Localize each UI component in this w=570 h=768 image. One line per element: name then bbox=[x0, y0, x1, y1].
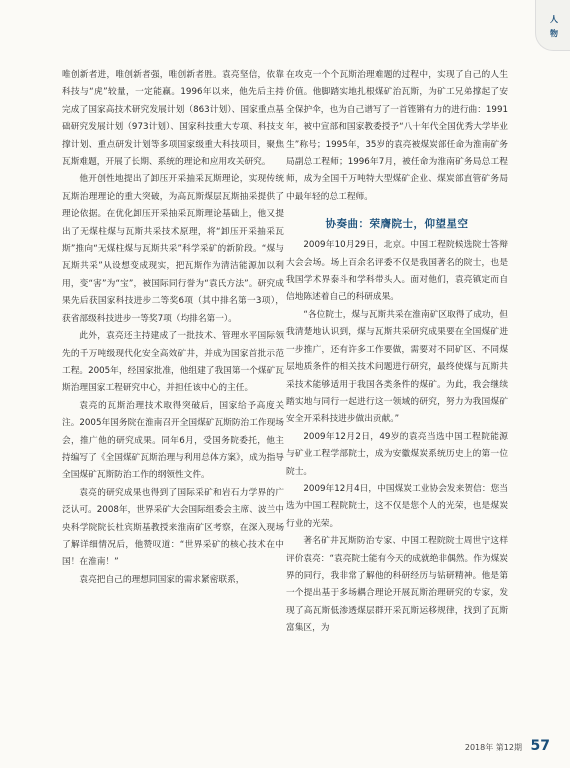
paragraph: “各位院士，煤与瓦斯共采在淮南矿区取得了成功，但我清楚地认识到，煤与瓦斯共采研究成果要在全国煤矿进一步推广，还有许多工作要做，需要对不同矿区、不同煤层地质条件的相关技术问题进行研究，最终使煤与瓦斯共采技术能够适用于我国各类条件的煤矿。为此，我会继续踏实地与同行一起进行这一领域的研究，努力为我国煤矿安全开采科技进步做出贡献。” bbox=[286, 309, 508, 425]
paragraph: 袁亮把自己的理想同国家的需求紧密联系， bbox=[79, 574, 245, 585]
section-corner-tab bbox=[535, 0, 570, 51]
section-heading: 协奏曲：荣膺院士，仰望星空 bbox=[325, 218, 469, 231]
paragraph: 2009年10月29日，北京。中国工程院候选院士答辩大会会场。场上百余名评委不仅是我国著名的院士，也是我国学术界泰斗和学科带头人。面对他们，袁亮镇定而自信地陈述着自己的科研成果。 bbox=[286, 240, 508, 303]
paragraph: 袁亮的瓦斯治理技术取得突破后，国家给予高度关注。2005年国务院在淮南召开全国煤矿瓦斯防治工作现场会，推广他的研究成果。同年6月，受国务院委托，他主持编写了《全国煤矿瓦斯治理与利用总体方案》，成为指导全国煤矿瓦斯防治工作的纲领性文件。 bbox=[62, 400, 284, 481]
left-column bbox=[62, 67, 284, 589]
paragraph: 此外，袁亮还主持建成了一批技术、管理水平国际领先的千万吨级现代化安全高效矿井，并成为国家首批示范工程。2005年，经国家批准，他组建了我国第一个煤矿瓦斯治理国家工程研究中心，并担任该中心的主任。 bbox=[62, 331, 284, 394]
paragraph: 袁亮的研究成果也得到了国际采矿和岩石力学界的广泛认可。2008年，世界采矿大会国际组委会主席、波兰中央科学院院长杜宾斯基教授来淮南矿区考察，在深入现场了解详细情况后，他赞叹道：“世界采矿的核心技术在中国！在淮南！” bbox=[62, 487, 284, 568]
corner-char-1: 人 bbox=[550, 15, 558, 24]
right-column bbox=[286, 67, 508, 638]
page-footer bbox=[465, 738, 550, 754]
issue-label: 2018年 第12期 bbox=[464, 743, 522, 752]
paragraph: 他开创性地提出了卸压开采抽采瓦斯理论，实现传统瓦斯治理理论的重大突破，为高瓦斯煤层瓦斯抽采提供了理论依据。在优化卸压开采抽采瓦斯理论基础上，他又提出了无煤柱煤与瓦斯共采技术原理，将“卸压开采抽采瓦斯”推向“无煤柱煤与瓦斯共采”科学采矿的新阶段。“煤与瓦斯共采”从设想变成现实，把瓦斯作为清洁能源加以利用，变“害”为“宝”，被国际同行誉为“袁氏方法”。研究成果先后获国家科技进步二等奖6项（其中排名第一3项），获省部级科技进步一等奖7项（均排名第一）。 bbox=[62, 174, 284, 324]
paragraph: 在攻克一个个瓦斯治理难题的过程中，实现了自己的人生价值。他脚踏实地扎根煤矿治瓦斯，为矿工兄弟撑起了安全保护伞，也为自己谱写了一首铿锵有力的进行曲：1991年，被中宣部和国家教委授予“八十年代全国优秀大学毕业生”称号；1995年，35岁的袁亮被煤炭部任命为淮南矿务局副总工程师；1996年7月，被任命为淮南矿务局总工程师，成为全国千万吨特大型煤矿企业、煤炭部直管矿务局中最年轻的总工程师。 bbox=[286, 70, 508, 202]
corner-char-2: 物 bbox=[550, 29, 558, 38]
page-number: 57 bbox=[530, 738, 550, 754]
paragraph: 唯创新者进，唯创新者强，唯创新者胜。袁亮坚信，依靠科技与“虎”较量，一定能赢。1996年以来，他先后主持完成了国家高技术研究发展计划（863计划）、国家重点基础研究发展计划（973计划）、国家科技重大专项、科技支撑计划、重点研发计划等多项国家级重大科技项目，聚焦瓦斯难题，开展了长期、系统的理论和应用攻关研究。 bbox=[62, 70, 284, 168]
paragraph: 2009年12月4日，中国煤炭工业协会发来贺信：您当选为中国工程院院士，这不仅是您个人的光荣，也是煤炭行业的光荣。 bbox=[286, 483, 508, 529]
paragraph: 著名矿井瓦斯防治专家、中国工程院院士周世宁这样评价袁亮：“袁亮院士能有今天的成就绝非偶然。作为煤炭界的同行，我非常了解他的科研经历与钻研精神。他是第一个提出基于多场耦合理论开展瓦斯治理研究的专家，发现了高瓦斯低渗透煤层群开采瓦斯运移规律，找到了瓦斯富集区，为 bbox=[286, 536, 508, 634]
paragraph: 2009年12月2日，49岁的袁亮当选中国工程院能源与矿业工程学部院士，成为安徽煤炭系统历史上的第一位院士。 bbox=[286, 431, 508, 477]
